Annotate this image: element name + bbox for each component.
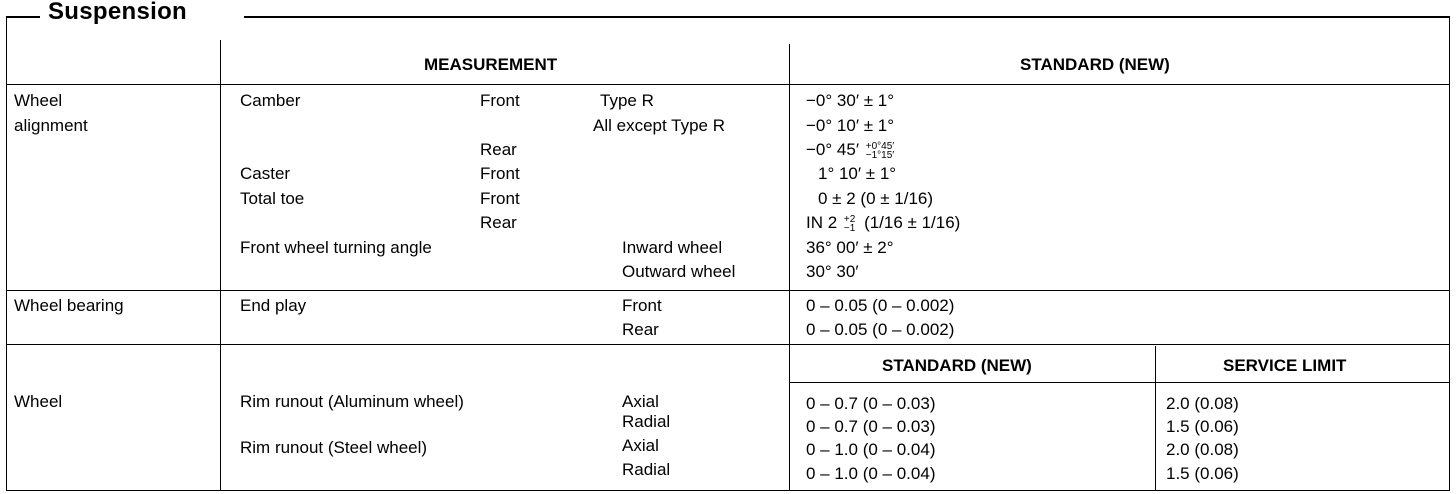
std-steel-radial: 0 – 1.0 (0 – 0.04) [806,464,936,483]
val-toe-rear-plus: +2 [843,213,856,225]
std-aluminum-radial: 0 – 0.7 (0 – 0.03) [806,417,936,436]
frame-top-left [6,16,40,18]
std-steel-axial: 0 – 1.0 (0 – 0.04) [806,440,936,459]
camber-all-except: All except Type R [593,116,725,135]
wheel-label: Wheel [14,392,63,411]
wheel-bearing-label: Wheel bearing [14,296,124,315]
val-outward: 30° 30′ [806,262,859,281]
wheel-subheader-rule [789,382,1450,383]
frame-bottom [6,490,1450,491]
total-toe-label: Total toe [240,189,305,208]
val-toe-rear-tolerance [844,215,855,233]
radial-1: Radial [622,412,671,431]
wheel-alignment-label-1: Wheel [14,91,63,110]
frame-left [6,16,7,490]
limit-aluminum-axial: 2.0 (0.08) [1166,394,1239,413]
axial-1: Axial [622,392,659,411]
col-divider-3 [1155,346,1156,490]
toe-rear: Rear [480,213,517,232]
val-camber-rear-main: −0° 45′ [806,140,860,159]
caster-front: Front [480,164,520,183]
bearing-rear: Rear [622,320,659,339]
outward-wheel: Outward wheel [622,262,736,281]
val-toe-rear-minus: −1 [843,222,856,234]
val-bearing-rear: 0 – 0.05 (0 – 0.002) [806,320,955,339]
rim-steel-label: Rim runout (Steel wheel) [240,438,428,457]
col-divider-1 [220,40,221,490]
val-toe-front: 0 ± 2 (0 ± 1/16) [818,189,934,208]
toe-front: Front [480,189,520,208]
val-bearing-front: 0 – 0.05 (0 – 0.002) [806,296,955,315]
val-camber-rear-minus: −1°15′ [865,149,895,161]
limit-aluminum-radial: 1.5 (0.06) [1166,417,1239,436]
val-camber-front-other: −0° 10′ ± 1° [806,116,895,135]
std-aluminum-axial: 0 – 0.7 (0 – 0.03) [806,394,936,413]
header-standard-new: STANDARD (NEW) [1020,55,1170,74]
camber-type-r: Type R [600,91,654,110]
frame-top-right [244,16,1450,18]
header-measurement: MEASUREMENT [424,55,558,74]
wheel-alignment-label-2: alignment [14,116,88,135]
inward-wheel: Inward wheel [622,238,723,257]
bearing-front: Front [622,296,662,315]
rim-aluminum-label: Rim runout (Aluminum wheel) [240,392,464,411]
limit-steel-radial: 1.5 (0.06) [1166,464,1239,483]
limit-steel-axial: 2.0 (0.08) [1166,440,1239,459]
camber-rear: Rear [480,140,517,159]
bearing-rule [6,344,1450,345]
val-toe-rear [806,213,960,233]
val-camber-rear-tolerance [866,142,894,160]
val-camber-rear [806,140,894,160]
axial-2: Axial [622,436,659,455]
header-service-limit: SERVICE LIMIT [1223,356,1347,375]
end-play-label: End play [240,296,307,315]
alignment-rule [6,290,1450,291]
radial-2: Radial [622,460,671,479]
val-camber-front-type-r: −0° 30′ ± 1° [806,91,895,110]
caster-label: Caster [240,164,291,183]
camber-label: Camber [240,91,301,110]
val-caster-front: 1° 10′ ± 1° [818,164,897,183]
frame-right [1449,16,1450,490]
col-divider-2 [789,44,790,490]
header-standard-new-wheel: STANDARD (NEW) [882,356,1032,375]
turning-angle-label: Front wheel turning angle [240,238,432,257]
val-toe-rear-a: IN 2 [806,213,838,232]
val-toe-rear-b: (1/16 ± 1/16) [864,213,961,232]
val-camber-rear-plus: +0°45′ [865,140,895,152]
camber-front: Front [480,91,520,110]
section-title: Suspension [48,0,188,25]
header-rule [6,84,1450,85]
val-inward: 36° 00′ ± 2° [806,238,894,257]
